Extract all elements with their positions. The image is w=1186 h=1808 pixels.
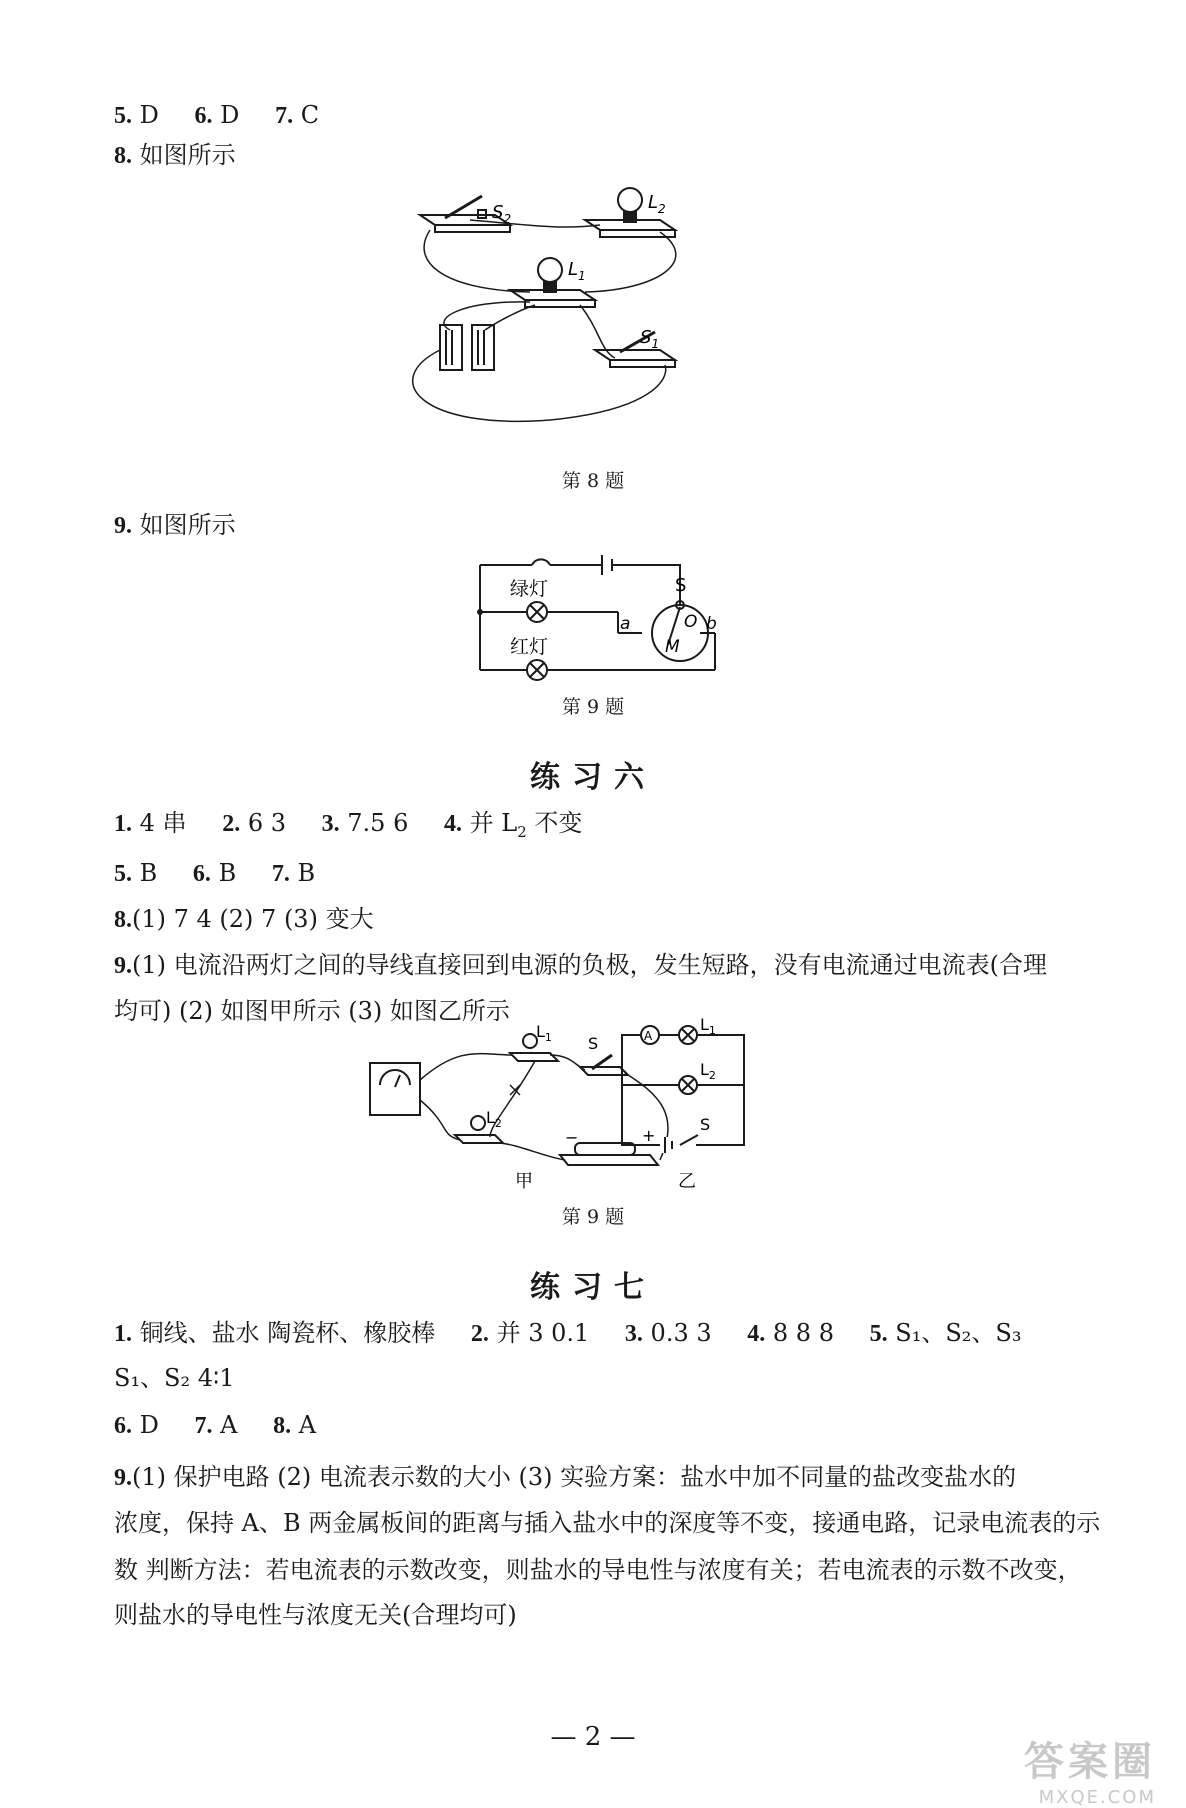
answer-line-8: 8. 如图所示 (114, 141, 236, 169)
fig-yi-label-a: A (644, 1029, 653, 1043)
ex7-line-1: 1. 铜线、盐水 陶瓷杯、橡胶棒 2. 并 3 0.1 3. 0.3 3 4. 8 8 8 5. S₁、S₂、S₃ (114, 1319, 1022, 1347)
watermark-url: MXQE.COM (1038, 1787, 1156, 1808)
figure-ex6-circuits (360, 1015, 840, 1195)
label-l2: $L_2$ (648, 192, 666, 216)
lamp-l1-bulb-icon (523, 1034, 537, 1048)
fig-yi-label-l2: $L_2$ (700, 1060, 716, 1082)
label-o: O (684, 612, 698, 632)
fig-jia-label-l1: $L_1$ (536, 1022, 552, 1044)
ex7-line-2: S₁、S₂ 4∶1 (114, 1364, 235, 1392)
page-number: — 2 — (550, 1722, 636, 1752)
figure-8-caption: 第 8 题 (561, 470, 625, 492)
section-title-ex7: 练习七 (530, 1270, 656, 1305)
ex7-line-6: 数 判断方法：若电流表的示数改变，则盐水的导电性与浓度有关；若电流表的示数不改变， (114, 1556, 1082, 1584)
label-a: a (620, 614, 631, 634)
fig-jia-label-s: S (588, 1034, 599, 1053)
answer-line-5-7: 5. D 6. D 7. C (114, 101, 320, 129)
ex7-line-5: 浓度，保持 A、B 两金属板间的距离与插入盐水中的深度等不变，接通电路，记录电流表的示 (114, 1509, 1101, 1537)
lamp-l1-bulb-icon (538, 258, 562, 282)
water-gauge-icon (652, 605, 708, 661)
ex6-line-5: 均可) (2) 如图甲所示 (3) 如图乙所示 (114, 997, 510, 1025)
fig-jia-caption: 甲 (515, 1171, 533, 1192)
figure-9-circuit (470, 545, 730, 685)
label-m: M (665, 637, 680, 657)
ex7-line-4: 9.(1) 保护电路 (2) 电流表示数的大小 (3) 实验方案：盐水中加不同量的盐改变盐水的 (114, 1463, 1017, 1491)
watermark-logo: 答案圈 (1024, 1739, 1156, 1785)
label-b: b (706, 614, 717, 634)
answer-line-9: 9. 如图所示 (114, 511, 236, 539)
label-s: S (675, 575, 687, 596)
section-title-ex6: 练习六 (530, 760, 656, 795)
fig-jia-label-minus: − (565, 1128, 579, 1147)
fig-jia-label-l2: $L_2$ (486, 1108, 502, 1130)
lamp-l2-bulb-icon (471, 1116, 485, 1130)
ex6-line-2: 5. B 6. B 7. B (114, 859, 316, 887)
fig-yi-label-l1: $L_1$ (700, 1015, 716, 1037)
fig-yi-caption: 乙 (678, 1171, 696, 1192)
bell-icon (532, 559, 550, 565)
lamp-l2-bulb-icon (618, 188, 642, 212)
fig-yi-label-s: S (700, 1115, 711, 1134)
ex6-line-4: 9.(1) 电流沿两灯之间的导线直接回到电源的负极，发生短路，没有电流通过电流表(合理 (114, 951, 1047, 979)
fig-jia-label-plus: + (642, 1126, 656, 1145)
battery-holder-icon (560, 1155, 658, 1165)
ex6-line-1: 1. 4 串 2. 6 3 3. 7.5 6 4. 并 $L_2$ 不变 (114, 809, 583, 841)
label-l1: $L_1$ (568, 259, 586, 283)
watermark (1024, 1730, 1156, 1808)
ex7-line-3: 6. D 7. A 8. A (114, 1411, 317, 1439)
figure-ex6-caption: 第 9 题 (561, 1206, 625, 1228)
figure-8-circuit (400, 180, 760, 450)
label-s2: $S_2$ (492, 202, 512, 226)
label-s1: $S_1$ (640, 327, 660, 351)
figure-9-caption: 第 9 题 (561, 696, 625, 718)
ex6-line-3: 8.(1) 7 4 (2) 7 (3) 变大 (114, 905, 374, 933)
ex7-line-7: 则盐水的导电性与浓度无关(合理均可) (114, 1601, 517, 1629)
label-green-lamp: 绿灯 (510, 578, 549, 600)
label-red-lamp: 红灯 (510, 636, 549, 658)
